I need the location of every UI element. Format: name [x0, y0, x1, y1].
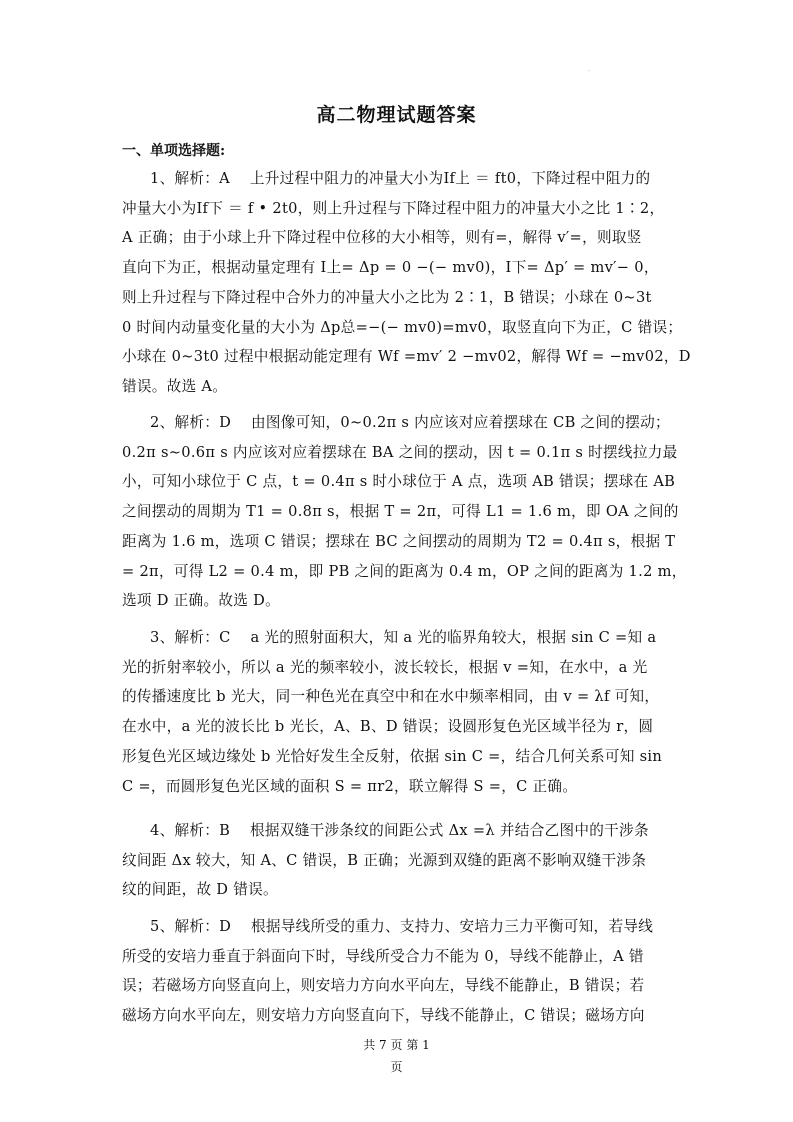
- answer-line: 误；若磁场方向竖直向上，则安培力方向水平向左，导线不能静止，B 错误；若: [122, 977, 645, 995]
- answer-line: 的传播速度比 b 光大，同一种色光在真空中和在水中频率相同，由 v = λf 可知，: [122, 688, 660, 706]
- answer-2: [122, 408, 687, 616]
- section-heading: 一、单项选择题:: [122, 143, 226, 159]
- answer-line: 3、解析：C a 光的照射面积大，知 a 光的临界角较大，根据 sin C =知 a: [150, 629, 657, 646]
- answer-line: 之间摆动的周期为 T1 = 0.8π s，根据 T = 2π，可得 L1 = 1.6 m，即 OA 之间的: [122, 503, 679, 521]
- answer-line: = 2π，可得 L2 = 0.4 m，即 PB 之间的距离为 0.4 m，OP 之间的距离为 1.2 m，: [122, 562, 687, 580]
- answer-line: 选项 D 正确。故选 D。: [122, 592, 280, 610]
- answer-line: 则上升过程与下降过程中合外力的冲量大小之比为 2∶1，B 错误；小球在 0∼3t: [122, 288, 652, 306]
- answer-line: 错误。故选 A。: [122, 377, 228, 395]
- answer-line: 5、解析：D 根据导线所受的重力、支持力、安培力三力平衡可知，若导线: [150, 918, 654, 935]
- answer-line: 形复色光区域边缘处 b 光恰好发生全反射，依据 sin C =，结合几何关系可知 sin: [122, 747, 663, 765]
- page-footer-line1: 共 7 页 第 1: [363, 1038, 430, 1052]
- answer-line: 0 时间内动量变化量的大小为 Δp总=−(− mv0)=mv0，取竖直向下为正，C 错误；: [122, 318, 683, 336]
- answer-line: 磁场方向水平向左，则安培力方向竖直向下，导线不能静止，C 错误；磁场方向: [122, 1007, 645, 1025]
- answer-line: 纹的间距，故 D 错误。: [122, 881, 278, 899]
- answer-5: [122, 912, 677, 1031]
- answer-line: 光的折射率较小，所以 a 光的频率较小，波长较长，根据 v =知，在水中，a 光: [122, 658, 648, 676]
- answer-line: 1、解析：A 上升过程中阻力的冲量大小为If上 ＝ ft0，下降过程中阻力的: [150, 170, 651, 187]
- answer-line: 0.2π s∼0.6π s 内应该对应着摆球在 BA 之间的摆动，因 t = 0.1π s 时摆线拉力最: [122, 443, 678, 461]
- answer-line: 小球在 0∼3t0 过程中根据动能定理有 Wf =mv′ 2 −mv02，解得 Wf = −mv02，D: [122, 348, 691, 366]
- answer-line: A 正确；由于小球上升下降过程中位移的大小相等，则有=，解得 v′=，则取竖: [122, 229, 642, 247]
- document-title: 高二物理试题答案: [316, 104, 477, 126]
- answer-line: 距离为 1.6 m，选项 C 错误；摆球在 BC 之间摆动的周期为 T2 = 0.4π s，根据 T: [122, 532, 676, 550]
- answer-line: 所受的安培力垂直于斜面向下时，导线所受合力不能为 0，导线不能静止，A 错: [122, 947, 644, 965]
- answer-line: 在水中，a 光的波长比 b 光长，A、B、D 错误；设圆形复色光区域半径为 r，圆: [122, 718, 654, 736]
- answer-3: [122, 623, 677, 801]
- answer-line: C =，而圆形复色光区域的面积 S = πr2，联立解得 S =，C 正确。: [122, 777, 578, 795]
- answer-line: 小，可知小球位于 C 点，t = 0.4π s 时小球位于 A 点，选项 AB 错误；摆球在 AB: [122, 473, 676, 491]
- answer-1: [122, 164, 691, 402]
- answer-line: 2、解析：D 由图像可知，0∼0.2π s 内应该对应着摆球在 CB 之间的摆动；: [150, 414, 670, 431]
- answer-line: 直向下为正，根据动量定理有 I上= Δp = 0 −(− mv0)，I下= Δp′ = mv′− 0，: [122, 259, 659, 277]
- answer-line: 冲量大小为If下 ＝ f • 2t0，则上升过程与下降过程中阻力的冲量大小之比 1∶2，: [122, 199, 665, 217]
- page-footer-line2: 页: [390, 1060, 403, 1074]
- answer-4: [122, 816, 677, 905]
- answer-line: 4、解析：B 根据双缝干涉条纹的间距公式 Δx =λ 并结合乙图中的干涉条: [150, 822, 649, 839]
- scan-mark: .: [588, 66, 590, 73]
- answer-line: 纹间距 Δx 较大，知 A、C 错误，B 正确；光源到双缝的距离不影响双缝干涉条: [122, 851, 647, 869]
